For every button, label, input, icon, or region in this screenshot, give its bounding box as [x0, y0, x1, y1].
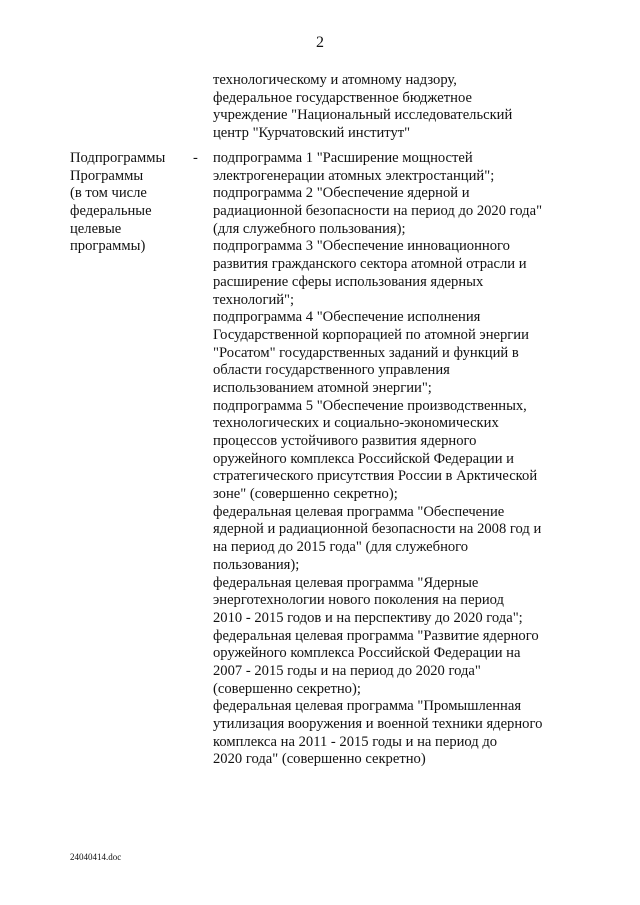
subprogram-line: (совершенно секретно);: [213, 680, 361, 697]
subprogram-line: ядерной и радиационной безопасности на 2008 год и: [213, 521, 542, 538]
subprogram-line: подпрограмма 3 "Обеспечение инновационного: [213, 238, 510, 255]
subprogram-line: подпрограмма 4 "Обеспечение исполнения: [213, 309, 481, 326]
subprogram-line: подпрограмма 1 "Расширение мощностей: [213, 150, 473, 166]
page-number: 2: [316, 34, 324, 51]
subprogram-line: на период до 2015 года" (для служебного: [213, 539, 469, 556]
subprograms-list: [213, 150, 573, 769]
continuation-line: учреждение "Национальный исследовательский: [213, 107, 513, 124]
subprogram-line: федеральная целевая программа "Ядерные: [213, 574, 479, 591]
subprogram-line: радиационной безопасности на период до 2020 года": [213, 203, 543, 220]
subprogram-line: зоне" (совершенно секретно);: [213, 486, 398, 503]
subprogram-line: федеральная целевая программа "Обеспечение: [213, 503, 505, 520]
subprogram-line: электрогенерации атомных электростанций";: [213, 167, 495, 184]
label-line: федеральные: [70, 203, 152, 220]
label-line: программы): [70, 238, 146, 255]
continuation-line: федеральное государственное бюджетное: [213, 89, 472, 106]
subprogram-line: оружейного комплекса Российской Федерации и: [213, 450, 514, 467]
label-line: целевые: [70, 220, 122, 237]
subprogram-line: Государственной корпорацией по атомной энергии: [213, 326, 529, 343]
continuation-line: центр "Курчатовский институт": [213, 125, 411, 142]
subprogram-line: федеральная целевая программа "Развитие ядерного: [213, 627, 539, 644]
label-line: Программы: [70, 167, 144, 184]
subprogram-line: расширение сферы использования ядерных: [213, 273, 484, 290]
subprogram-line: стратегического присутствия России в Арктической: [213, 468, 538, 485]
subprogram-line: подпрограмма 5 "Обеспечение производственных,: [213, 397, 527, 414]
label-dash: -: [193, 150, 198, 166]
subprogram-line: оружейного комплекса Российской Федерации на: [213, 645, 521, 662]
footer-filename: 24040414.doc: [70, 852, 122, 862]
label-line: Подпрограммы: [70, 150, 166, 166]
subprogram-line: 2020 года" (совершенно секретно): [213, 751, 426, 768]
subprogram-line: технологий";: [213, 291, 295, 308]
subprogram-line: использованием атомной энергии";: [213, 379, 432, 396]
subprograms-label: [70, 150, 190, 256]
subprogram-line: комплекса на 2011 - 2015 годы и на период до: [213, 733, 498, 750]
subprogram-line: области государственного управления: [213, 362, 450, 379]
subprogram-line: (для служебного пользования);: [213, 220, 406, 237]
subprogram-line: утилизация вооружения и военной техники ядерного: [213, 716, 543, 732]
subprogram-line: процессов устойчивого развития ядерного: [213, 433, 477, 449]
subprogram-line: технологических и социально-экономических: [213, 415, 499, 432]
subprogram-line: федеральная целевая программа "Промышленная: [213, 698, 522, 715]
label-line: (в том числе: [70, 185, 147, 202]
subprogram-line: 2007 - 2015 годы и на период до 2020 года": [213, 662, 481, 679]
subprogram-line: 2010 - 2015 годов и на перспективу до 2020 года";: [213, 609, 523, 626]
continuation-line: технологическому и атомному надзору,: [213, 72, 457, 88]
subprogram-line: "Росатом" государственных заданий и функций в: [213, 344, 519, 361]
subprogram-line: подпрограмма 2 "Обеспечение ядерной и: [213, 185, 470, 202]
subprogram-line: развития гражданского сектора атомной отрасли и: [213, 256, 527, 273]
continuation-text: [213, 72, 573, 143]
subprogram-line: пользования);: [213, 556, 300, 573]
subprogram-line: энерготехнологии нового поколения на период: [213, 592, 504, 609]
